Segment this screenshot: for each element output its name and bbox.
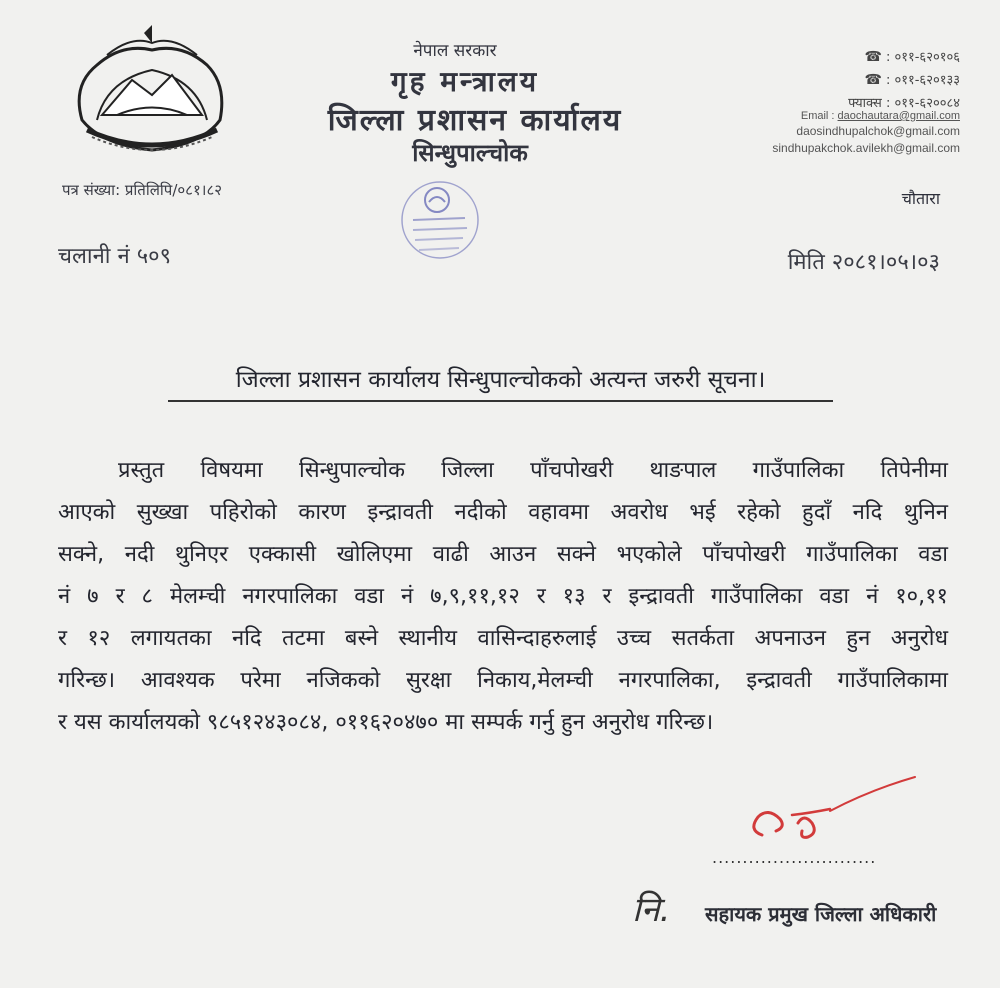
- notice-body-line: गरिन्छ। आवश्यक परेमा नजिकको सुरक्षा निकाय,मेलम्ची नगरपालिका, इन्द्रावती गाउँपालिकामा: [58, 668, 948, 693]
- email-1: [801, 110, 960, 122]
- notice-body-line: र यस कार्यालयको ९८५१२४३०८४, ०११६२०४७० मा सम्पर्क गर्नु हुन अनुरोध गरिन्छ।: [58, 710, 714, 735]
- phone-icon: ☎: [864, 72, 882, 88]
- notice-title: जिल्ला प्रशासन कार्यालय सिन्धुपाल्चोकको अत्यन्त जरुरी सूचना।: [168, 362, 833, 402]
- signature-prefix: नि.: [632, 890, 671, 930]
- email-1-address: daochautara@gmail.com: [837, 110, 960, 122]
- district-name: सिन्धुपाल्चोक: [412, 139, 528, 167]
- phone-1-number: : ०११-६२०१०६: [885, 50, 960, 65]
- phone-1: [865, 47, 961, 65]
- handwritten-signature: [740, 775, 940, 845]
- date: मिति २०८१।०५।०३: [787, 250, 940, 275]
- email-3: sindhupakchok.avilekh@gmail.com: [772, 141, 960, 155]
- notice-body-line: र १२ लगायतका नदि तटमा बस्ने स्थानीय वासिन्दाहरुलाई उच्च सतर्कता अपनाउन हुन अनुरोध: [58, 626, 948, 651]
- fax-number: फ्याक्स : ०११-६२००८४: [848, 96, 960, 111]
- ministry-name: गृह मन्त्रालय: [390, 65, 540, 98]
- government-name: नेपाल सरकार: [413, 41, 497, 61]
- email-2: daosindhupalchok@gmail.com: [796, 124, 960, 138]
- nepal-emblem-logo: [62, 25, 237, 165]
- phone-2-number: : ०११-६२०१३३: [885, 73, 960, 88]
- office-name: जिल्ला प्रशासन कार्यालय: [327, 103, 623, 138]
- notice-body-line: सक्ने, नदी थुनिएर एक्कासी खोलिएमा वाढी आउन सक्ने भएकोले पाँचपोखरी गाउँपालिका वडा: [58, 542, 948, 567]
- dispatch-number: चलानी नं ५०९: [58, 244, 172, 269]
- signature-line: ...........................: [712, 848, 877, 867]
- notice-body-line: नं ७ र ८ मेलम्ची नगरपालिका वडा नं ७,९,११,१२ र १३ र इन्द्रावती गाउँपालिका वडा नं १०,११: [58, 584, 948, 609]
- official-stamp: [385, 178, 495, 268]
- letter-number: पत्र संख्या: प्रतिलिपि/०८१।८२: [62, 181, 223, 199]
- notice-body-line: आएको सुख्खा पहिरोको कारण इन्द्रावती नदीको वहावमा अवरोध भई रहेको हुदाँ नदि थुनिन: [58, 500, 948, 525]
- email-label: Email :: [800, 110, 835, 122]
- officer-title: सहायक प्रमुख जिल्ला अधिकारी: [705, 902, 937, 926]
- phone-icon: ☎: [864, 49, 882, 65]
- phone-2: [865, 70, 961, 88]
- notice-body-line: प्रस्तुत विषयमा सिन्धुपाल्चोक जिल्ला पाँचपोखरी थाङपाल गाउँपालिका तिपेनीमा: [118, 458, 948, 483]
- place-name: चौतारा: [901, 189, 940, 208]
